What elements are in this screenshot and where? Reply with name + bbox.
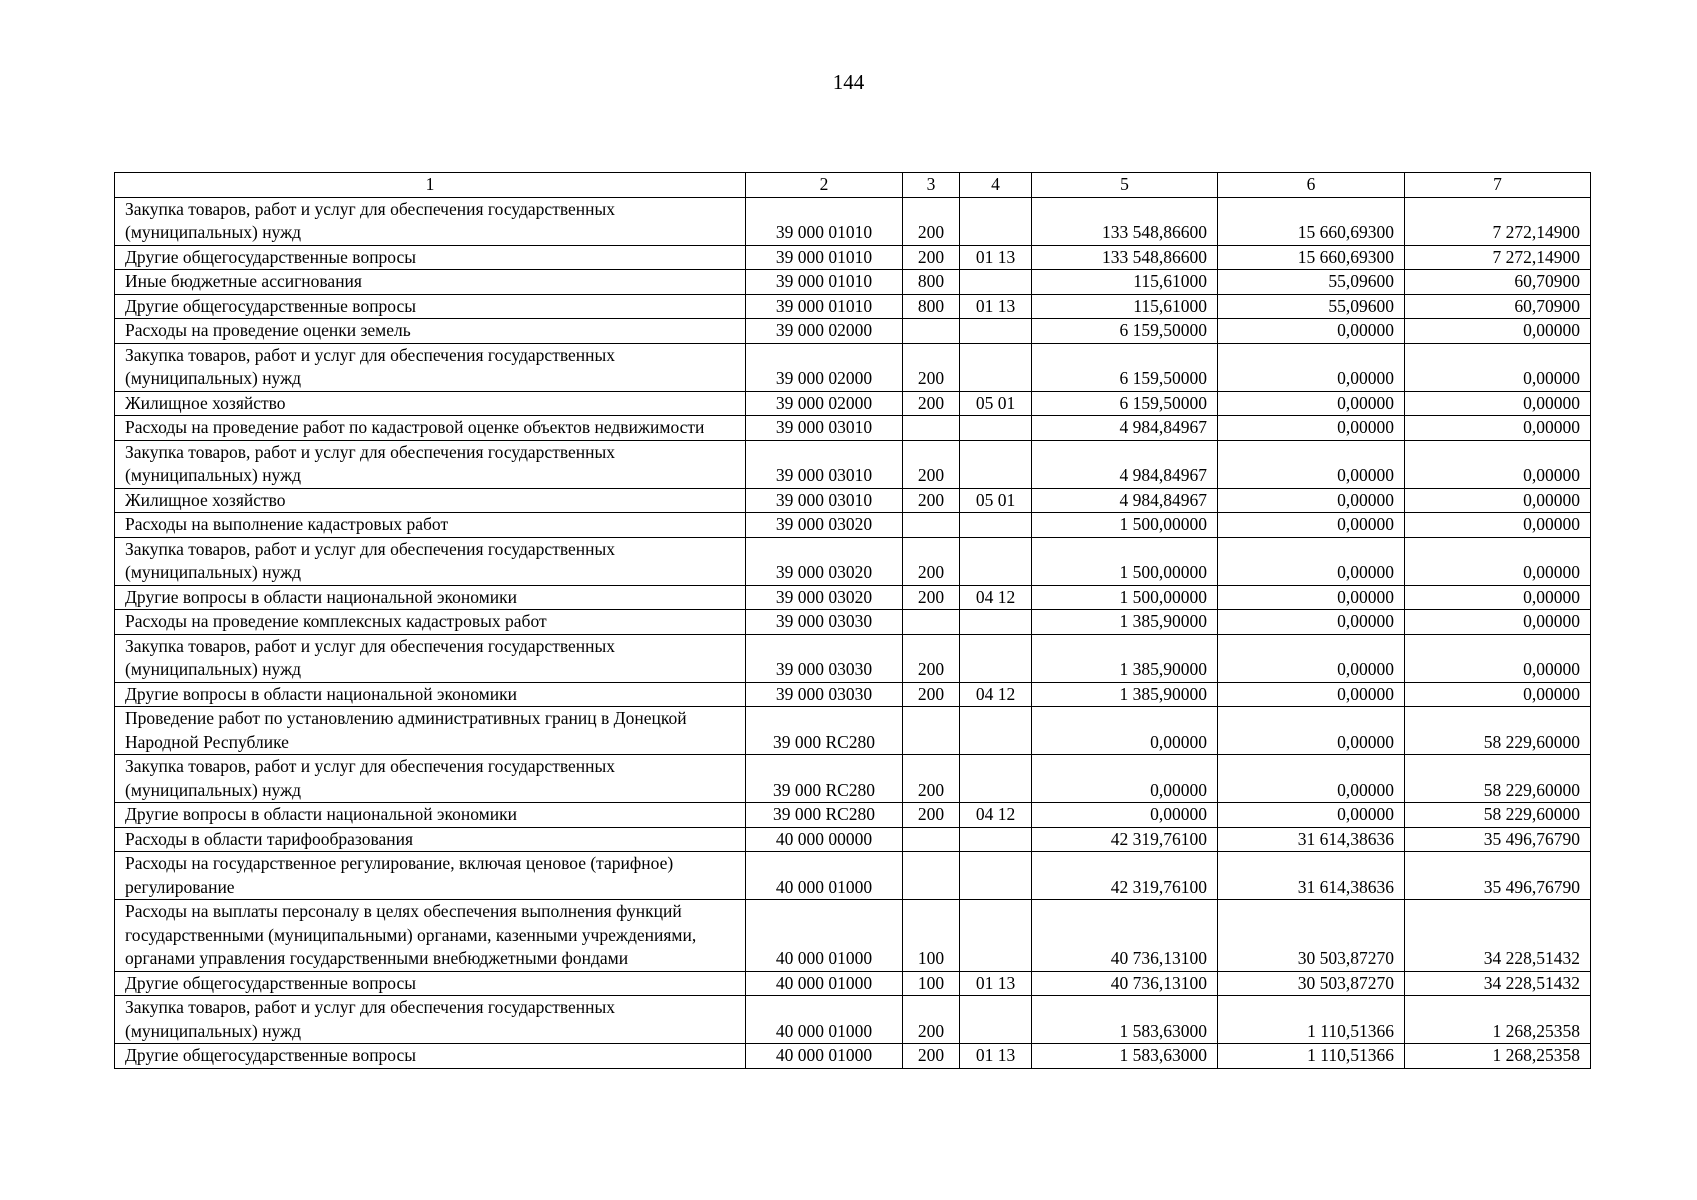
cell-target-article: 39 000 03030 [746, 682, 903, 707]
cell-section [960, 996, 1032, 1044]
cell-expense-type: 200 [903, 755, 960, 803]
cell-target-article: 40 000 01000 [746, 852, 903, 900]
table-row [115, 852, 1591, 900]
cell-expense-type: 200 [903, 440, 960, 488]
cell-name: Закупка товаров, работ и услуг для обеспечения государственных (муниципальных) нужд [115, 996, 746, 1044]
cell-name: Проведение работ по установлению административных границ в Донецкой Народной Республике [115, 707, 746, 755]
table-row [115, 197, 1591, 245]
cell-name: Закупка товаров, работ и услуг для обеспечения государственных (муниципальных) нужд [115, 440, 746, 488]
cell-amount-col5: 115,61000 [1032, 294, 1218, 319]
table-row [115, 270, 1591, 295]
cell-section: 04 12 [960, 682, 1032, 707]
cell-amount-col5: 6 159,50000 [1032, 343, 1218, 391]
cell-section: 01 13 [960, 1044, 1032, 1069]
cell-section [960, 319, 1032, 344]
cell-name: Другие вопросы в области национальной экономики [115, 585, 746, 610]
cell-target-article: 39 000 02000 [746, 343, 903, 391]
table-row [115, 971, 1591, 996]
cell-section [960, 343, 1032, 391]
cell-section [960, 416, 1032, 441]
cell-amount-col5: 40 736,13100 [1032, 900, 1218, 972]
table-row [115, 245, 1591, 270]
cell-name: Расходы на выполнение кадастровых работ [115, 513, 746, 538]
table-row [115, 488, 1591, 513]
cell-amount-col5: 1 385,90000 [1032, 610, 1218, 635]
cell-section: 04 12 [960, 803, 1032, 828]
cell-amount-col6: 0,00000 [1218, 416, 1405, 441]
cell-amount-col6: 0,00000 [1218, 585, 1405, 610]
cell-expense-type [903, 852, 960, 900]
cell-amount-col5: 1 500,00000 [1032, 513, 1218, 538]
cell-target-article: 40 000 01000 [746, 1044, 903, 1069]
header-cell: 5 [1032, 173, 1218, 198]
cell-amount-col5: 0,00000 [1032, 803, 1218, 828]
cell-amount-col5: 4 984,84967 [1032, 488, 1218, 513]
cell-amount-col5: 6 159,50000 [1032, 391, 1218, 416]
cell-amount-col5: 1 385,90000 [1032, 634, 1218, 682]
cell-target-article: 39 000 01010 [746, 245, 903, 270]
cell-expense-type: 800 [903, 294, 960, 319]
cell-expense-type: 200 [903, 245, 960, 270]
cell-name: Расходы на государственное регулирование, включая ценовое (тарифное) регулирование [115, 852, 746, 900]
cell-section: 05 01 [960, 488, 1032, 513]
cell-target-article: 39 000 03030 [746, 610, 903, 635]
cell-name: Расходы на выплаты персоналу в целях обеспечения выполнения функций государственными (муниципальными) органами, казенными учреждениями, органами управления государственными внебюджетными фондами [115, 900, 746, 972]
cell-expense-type: 200 [903, 391, 960, 416]
cell-target-article: 39 000 03020 [746, 585, 903, 610]
cell-amount-col7: 7 272,14900 [1405, 245, 1591, 270]
cell-amount-col6: 55,09600 [1218, 270, 1405, 295]
cell-amount-col7: 0,00000 [1405, 391, 1591, 416]
cell-name: Закупка товаров, работ и услуг для обеспечения государственных (муниципальных) нужд [115, 343, 746, 391]
budget-table [114, 172, 1591, 1069]
cell-amount-col6: 31 614,38636 [1218, 852, 1405, 900]
cell-amount-col6: 0,00000 [1218, 391, 1405, 416]
cell-amount-col7: 0,00000 [1405, 634, 1591, 682]
cell-expense-type [903, 416, 960, 441]
cell-name: Закупка товаров, работ и услуг для обеспечения государственных (муниципальных) нужд [115, 755, 746, 803]
cell-amount-col5: 4 984,84967 [1032, 440, 1218, 488]
cell-name: Жилищное хозяйство [115, 391, 746, 416]
cell-amount-col6: 0,00000 [1218, 513, 1405, 538]
table-row [115, 294, 1591, 319]
cell-amount-col7: 60,70900 [1405, 294, 1591, 319]
cell-target-article: 39 000 RC280 [746, 755, 903, 803]
cell-section: 01 13 [960, 245, 1032, 270]
cell-expense-type: 200 [903, 682, 960, 707]
cell-name: Жилищное хозяйство [115, 488, 746, 513]
cell-section [960, 513, 1032, 538]
cell-amount-col6: 0,00000 [1218, 682, 1405, 707]
cell-amount-col7: 1 268,25358 [1405, 996, 1591, 1044]
cell-amount-col7: 0,00000 [1405, 682, 1591, 707]
table-body [115, 197, 1591, 1068]
cell-target-article: 39 000 02000 [746, 391, 903, 416]
cell-expense-type: 200 [903, 537, 960, 585]
table-row [115, 996, 1591, 1044]
cell-amount-col5: 42 319,76100 [1032, 827, 1218, 852]
table-row [115, 513, 1591, 538]
cell-amount-col7: 58 229,60000 [1405, 803, 1591, 828]
cell-amount-col7: 35 496,76790 [1405, 852, 1591, 900]
cell-section [960, 270, 1032, 295]
cell-amount-col6: 0,00000 [1218, 343, 1405, 391]
cell-amount-col5: 4 984,84967 [1032, 416, 1218, 441]
cell-section [960, 755, 1032, 803]
header-cell: 3 [903, 173, 960, 198]
cell-amount-col6: 0,00000 [1218, 707, 1405, 755]
cell-amount-col5: 0,00000 [1032, 707, 1218, 755]
cell-expense-type: 100 [903, 900, 960, 972]
cell-name: Другие общегосударственные вопросы [115, 1044, 746, 1069]
cell-target-article: 39 000 RC280 [746, 803, 903, 828]
cell-amount-col7: 34 228,51432 [1405, 971, 1591, 996]
cell-name: Расходы в области тарифообразования [115, 827, 746, 852]
cell-amount-col6: 31 614,38636 [1218, 827, 1405, 852]
cell-amount-col6: 0,00000 [1218, 755, 1405, 803]
cell-amount-col7: 58 229,60000 [1405, 755, 1591, 803]
cell-name: Закупка товаров, работ и услуг для обеспечения государственных (муниципальных) нужд [115, 634, 746, 682]
cell-amount-col7: 0,00000 [1405, 585, 1591, 610]
cell-amount-col7: 0,00000 [1405, 440, 1591, 488]
cell-amount-col6: 1 110,51366 [1218, 996, 1405, 1044]
cell-name: Другие вопросы в области национальной экономики [115, 682, 746, 707]
cell-expense-type: 200 [903, 996, 960, 1044]
cell-amount-col7: 60,70900 [1405, 270, 1591, 295]
cell-amount-col6: 0,00000 [1218, 803, 1405, 828]
cell-expense-type: 200 [903, 634, 960, 682]
table-row [115, 803, 1591, 828]
table-row [115, 827, 1591, 852]
cell-expense-type [903, 319, 960, 344]
cell-amount-col6: 0,00000 [1218, 488, 1405, 513]
cell-amount-col7: 35 496,76790 [1405, 827, 1591, 852]
cell-target-article: 40 000 00000 [746, 827, 903, 852]
cell-amount-col7: 0,00000 [1405, 488, 1591, 513]
cell-amount-col6: 30 503,87270 [1218, 900, 1405, 972]
cell-target-article: 39 000 03010 [746, 488, 903, 513]
cell-expense-type: 200 [903, 197, 960, 245]
cell-expense-type [903, 827, 960, 852]
cell-amount-col7: 0,00000 [1405, 319, 1591, 344]
cell-amount-col7: 1 268,25358 [1405, 1044, 1591, 1069]
cell-expense-type: 100 [903, 971, 960, 996]
cell-amount-col6: 0,00000 [1218, 537, 1405, 585]
table-row [115, 682, 1591, 707]
cell-target-article: 39 000 01010 [746, 197, 903, 245]
cell-amount-col5: 0,00000 [1032, 755, 1218, 803]
table-row [115, 537, 1591, 585]
cell-amount-col7: 0,00000 [1405, 416, 1591, 441]
cell-amount-col5: 133 548,86600 [1032, 245, 1218, 270]
cell-section [960, 440, 1032, 488]
cell-target-article: 39 000 01010 [746, 270, 903, 295]
header-cell: 4 [960, 173, 1032, 198]
cell-name: Расходы на проведение оценки земель [115, 319, 746, 344]
header-row [115, 173, 1591, 198]
cell-amount-col5: 6 159,50000 [1032, 319, 1218, 344]
cell-section: 04 12 [960, 585, 1032, 610]
cell-section [960, 707, 1032, 755]
table-row [115, 707, 1591, 755]
header-cell: 2 [746, 173, 903, 198]
cell-amount-col6: 30 503,87270 [1218, 971, 1405, 996]
cell-name: Расходы на проведение комплексных кадастровых работ [115, 610, 746, 635]
table-row [115, 634, 1591, 682]
cell-amount-col7: 7 272,14900 [1405, 197, 1591, 245]
cell-amount-col5: 133 548,86600 [1032, 197, 1218, 245]
cell-name: Другие вопросы в области национальной экономики [115, 803, 746, 828]
cell-name: Другие общегосударственные вопросы [115, 294, 746, 319]
cell-expense-type: 200 [903, 343, 960, 391]
cell-amount-col6: 0,00000 [1218, 440, 1405, 488]
table-row [115, 755, 1591, 803]
cell-target-article: 39 000 03010 [746, 416, 903, 441]
cell-target-article: 39 000 03030 [746, 634, 903, 682]
cell-target-article: 39 000 03020 [746, 513, 903, 538]
table-row [115, 610, 1591, 635]
cell-expense-type: 200 [903, 803, 960, 828]
cell-expense-type [903, 513, 960, 538]
cell-amount-col6: 0,00000 [1218, 319, 1405, 344]
cell-expense-type: 200 [903, 1044, 960, 1069]
cell-amount-col5: 1 583,63000 [1032, 996, 1218, 1044]
table-row [115, 440, 1591, 488]
cell-section [960, 197, 1032, 245]
cell-target-article: 39 000 02000 [746, 319, 903, 344]
cell-section: 01 13 [960, 971, 1032, 996]
cell-amount-col5: 115,61000 [1032, 270, 1218, 295]
cell-amount-col6: 15 660,69300 [1218, 245, 1405, 270]
cell-name: Закупка товаров, работ и услуг для обеспечения государственных (муниципальных) нужд [115, 537, 746, 585]
cell-amount-col7: 0,00000 [1405, 537, 1591, 585]
header-cell: 1 [115, 173, 746, 198]
cell-expense-type: 200 [903, 585, 960, 610]
cell-expense-type [903, 610, 960, 635]
cell-amount-col5: 40 736,13100 [1032, 971, 1218, 996]
cell-amount-col7: 0,00000 [1405, 513, 1591, 538]
cell-amount-col6: 1 110,51366 [1218, 1044, 1405, 1069]
cell-section [960, 537, 1032, 585]
cell-amount-col7: 0,00000 [1405, 343, 1591, 391]
table-row [115, 343, 1591, 391]
cell-amount-col6: 55,09600 [1218, 294, 1405, 319]
cell-target-article: 40 000 01000 [746, 996, 903, 1044]
cell-target-article: 40 000 01000 [746, 971, 903, 996]
cell-amount-col6: 15 660,69300 [1218, 197, 1405, 245]
cell-amount-col5: 1 500,00000 [1032, 537, 1218, 585]
header-cell: 6 [1218, 173, 1405, 198]
cell-expense-type [903, 707, 960, 755]
cell-section [960, 900, 1032, 972]
cell-amount-col6: 0,00000 [1218, 610, 1405, 635]
cell-target-article: 39 000 01010 [746, 294, 903, 319]
cell-name: Иные бюджетные ассигнования [115, 270, 746, 295]
table-row [115, 416, 1591, 441]
table-row [115, 585, 1591, 610]
cell-expense-type: 200 [903, 488, 960, 513]
table-row [115, 391, 1591, 416]
cell-amount-col5: 1 583,63000 [1032, 1044, 1218, 1069]
cell-section: 05 01 [960, 391, 1032, 416]
cell-section [960, 827, 1032, 852]
cell-target-article: 39 000 RC280 [746, 707, 903, 755]
cell-amount-col7: 58 229,60000 [1405, 707, 1591, 755]
cell-section: 01 13 [960, 294, 1032, 319]
cell-name: Другие общегосударственные вопросы [115, 245, 746, 270]
cell-target-article: 39 000 03020 [746, 537, 903, 585]
table-row [115, 319, 1591, 344]
cell-amount-col7: 0,00000 [1405, 610, 1591, 635]
cell-amount-col7: 34 228,51432 [1405, 900, 1591, 972]
cell-amount-col5: 1 385,90000 [1032, 682, 1218, 707]
cell-section [960, 852, 1032, 900]
cell-name: Другие общегосударственные вопросы [115, 971, 746, 996]
cell-amount-col5: 1 500,00000 [1032, 585, 1218, 610]
page-number: 144 [832, 70, 865, 94]
table-row [115, 900, 1591, 972]
cell-amount-col5: 42 319,76100 [1032, 852, 1218, 900]
cell-section [960, 634, 1032, 682]
cell-amount-col6: 0,00000 [1218, 634, 1405, 682]
cell-section [960, 610, 1032, 635]
cell-target-article: 39 000 03010 [746, 440, 903, 488]
table-row [115, 1044, 1591, 1069]
cell-name: Расходы на проведение работ по кадастровой оценке объектов недвижимости [115, 416, 746, 441]
cell-expense-type: 800 [903, 270, 960, 295]
header-cell: 7 [1405, 173, 1591, 198]
cell-name: Закупка товаров, работ и услуг для обеспечения государственных (муниципальных) нужд [115, 197, 746, 245]
cell-target-article: 40 000 01000 [746, 900, 903, 972]
